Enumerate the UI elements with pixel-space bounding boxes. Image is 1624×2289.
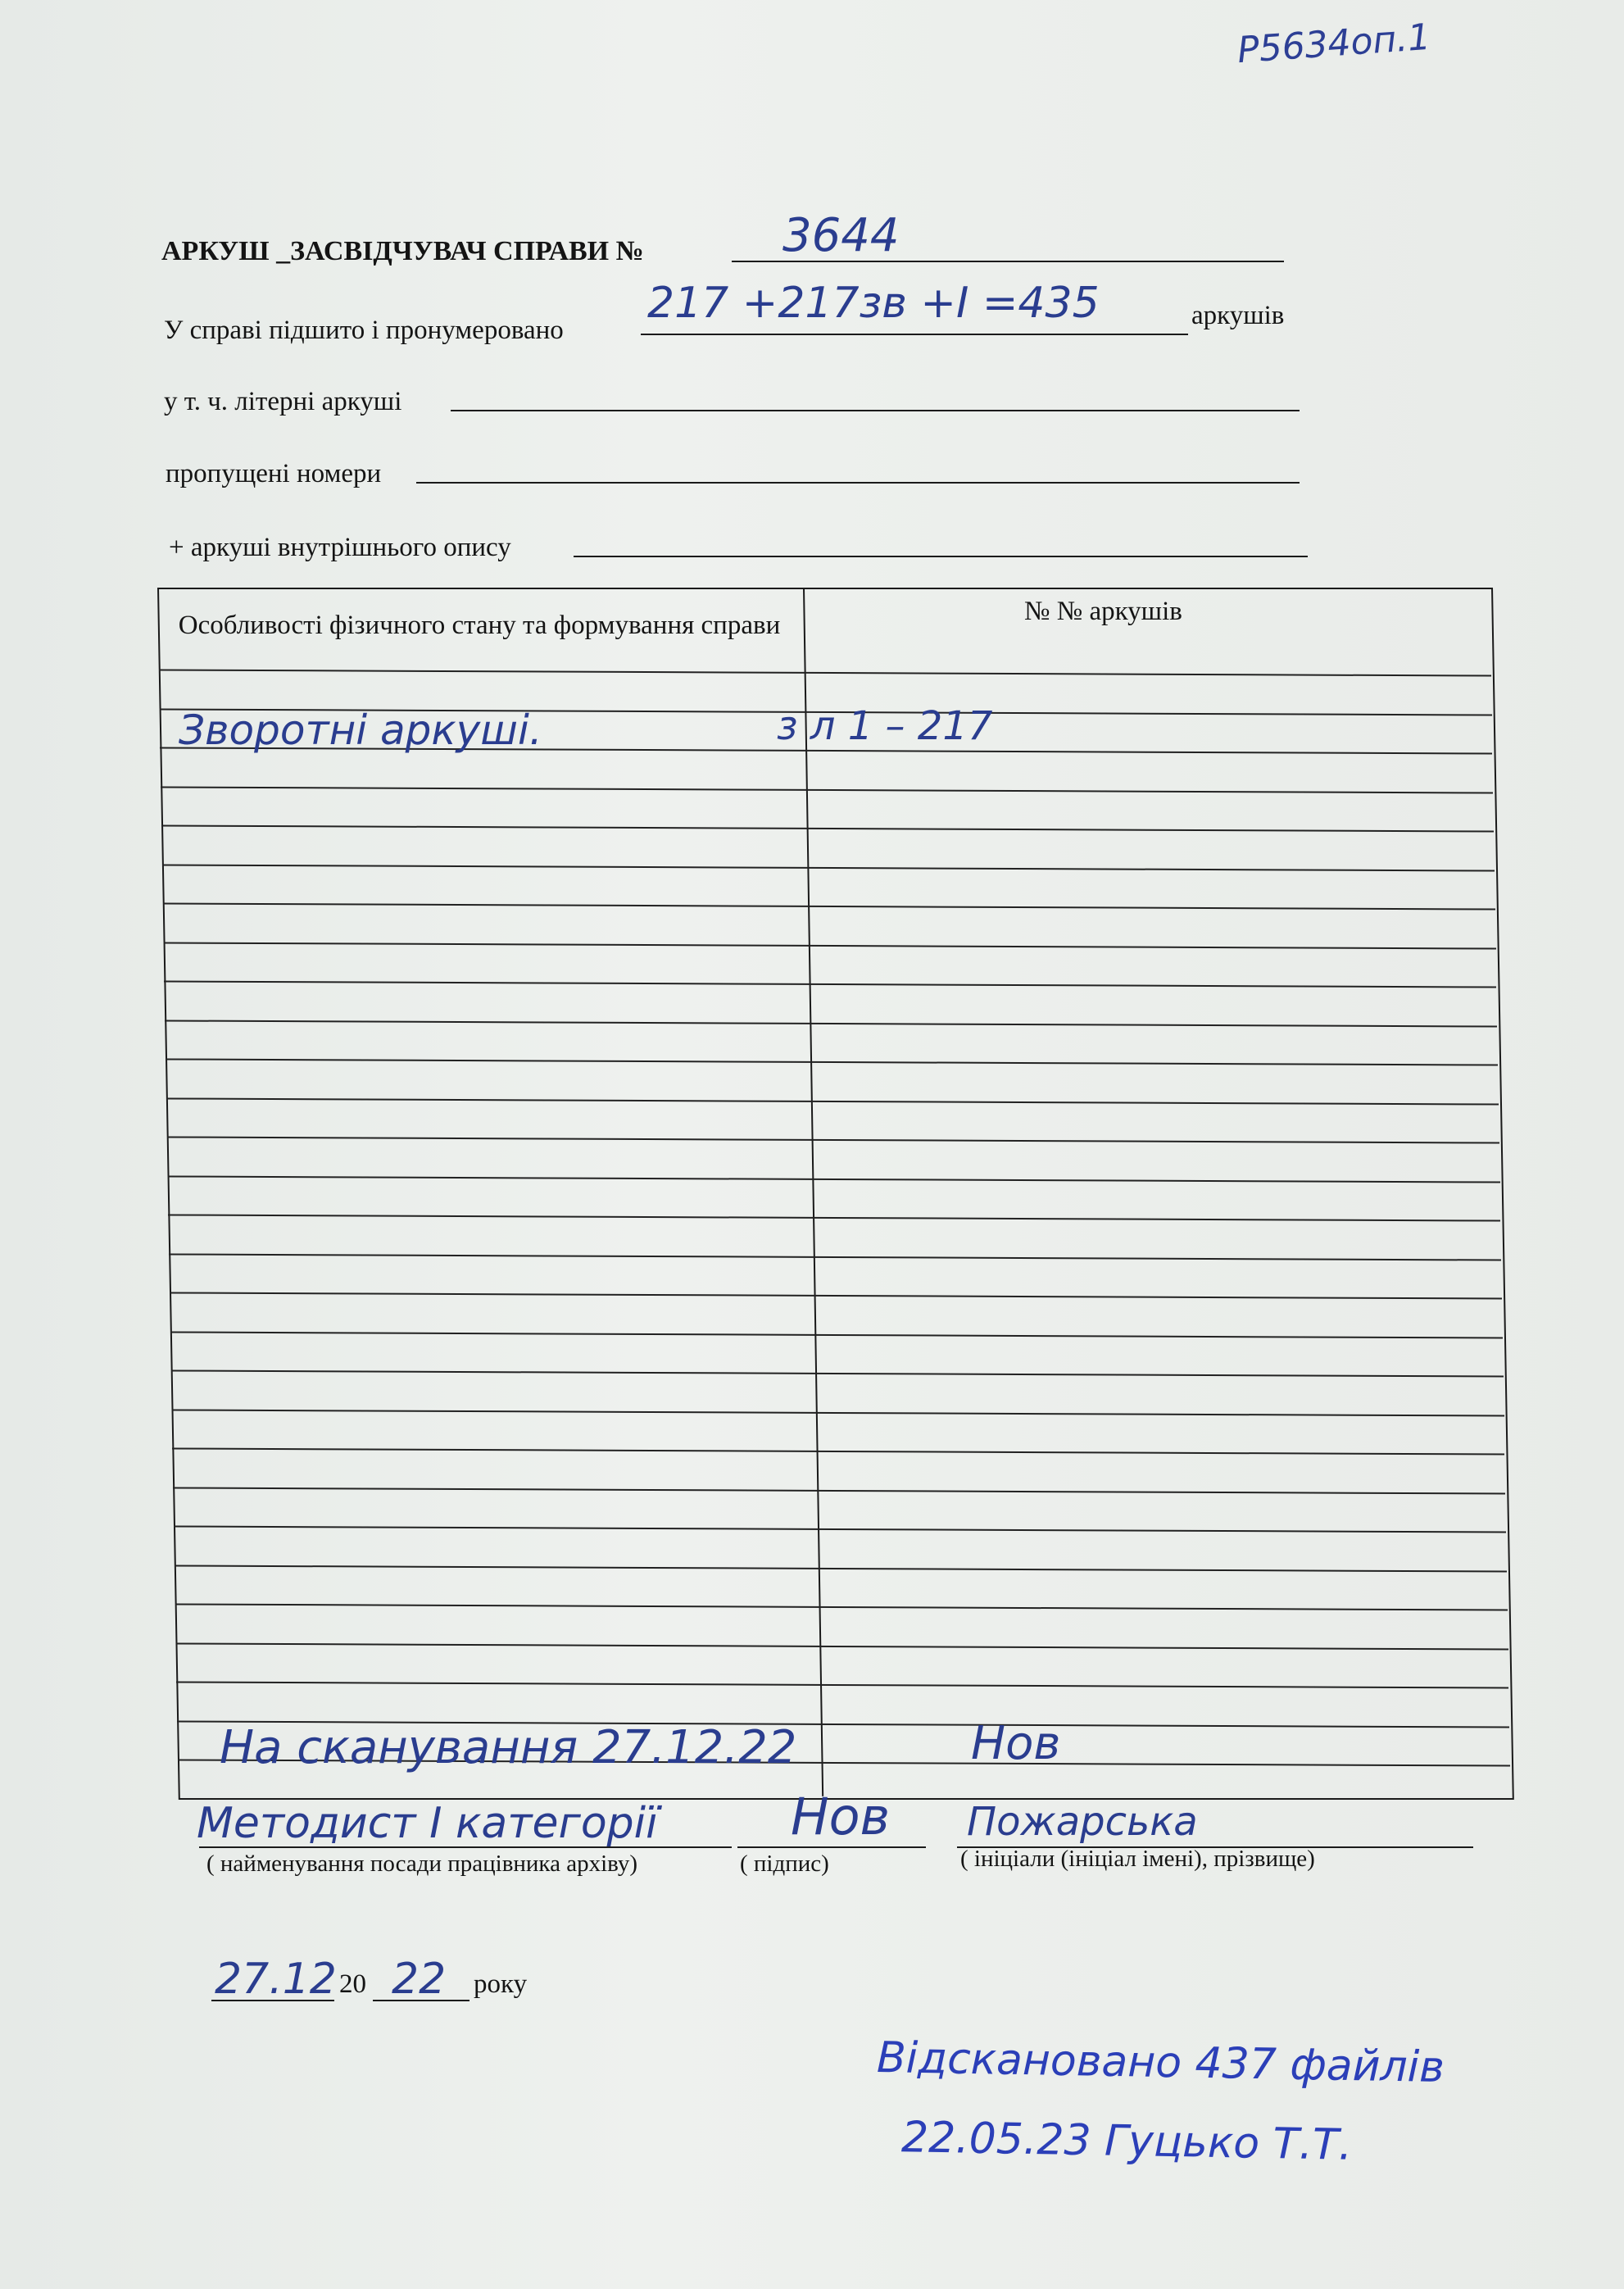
table-col2-header: № № аркушів xyxy=(1024,597,1182,626)
sewn-suffix: аркушів xyxy=(1191,301,1285,330)
signature-mark: Нов xyxy=(791,1787,891,1846)
sewn-label: У справі підшито і пронумеровано xyxy=(164,316,564,345)
date-day-month: 27.12 xyxy=(215,1955,337,2004)
internal-label: + аркуші внутрішнього опису xyxy=(169,533,511,562)
table-col1-header: Особливості фізичного стану та формування справи xyxy=(178,611,781,640)
name-value: Пожарська xyxy=(967,1799,1198,1845)
skipped-underline xyxy=(416,482,1300,484)
table-frame xyxy=(157,588,1514,1800)
table-row1-col1: Зворотні аркуші. xyxy=(179,706,542,754)
date-word: року xyxy=(474,1969,528,1999)
sewn-underline xyxy=(641,334,1188,335)
name-caption: ( ініціали (ініціал імені), прізвище) xyxy=(960,1846,1315,1872)
archive-code: Р5634оп.1 xyxy=(1236,16,1432,72)
restored-note-line2: 22.05.23 Гуцько Т.Т. xyxy=(900,2113,1353,2170)
position-caption: ( найменування посади працівника архіву) xyxy=(206,1851,637,1877)
skipped-label: пропущені номери xyxy=(166,459,382,488)
table-bottom-note: На сканування 27.12.22 xyxy=(220,1721,797,1774)
date-year-prefix: 20 xyxy=(339,1969,366,1999)
date-year-suffix: 22 xyxy=(392,1955,447,2004)
page-title: АРКУШ _ЗАСВІДЧУВАЧ СПРАВИ № xyxy=(161,236,644,266)
table-bottom-initials: Нов xyxy=(971,1717,1061,1770)
restored-note-line1: Відскановано 437 файлів xyxy=(876,2032,1445,2093)
table-row1-col2: з л 1 – 217 xyxy=(777,703,993,749)
signature-underline xyxy=(737,1846,926,1848)
letter-sheets-label: у т. ч. літерні аркуші xyxy=(164,387,402,416)
sewn-value: 217 +217зв +І =435 xyxy=(647,279,1100,328)
letter-sheets-underline xyxy=(451,410,1300,411)
case-number: 3644 xyxy=(783,209,900,262)
position-value: Методист І категорії xyxy=(197,1799,658,1848)
internal-underline xyxy=(574,556,1308,557)
signature-caption: ( підпис) xyxy=(740,1851,829,1877)
